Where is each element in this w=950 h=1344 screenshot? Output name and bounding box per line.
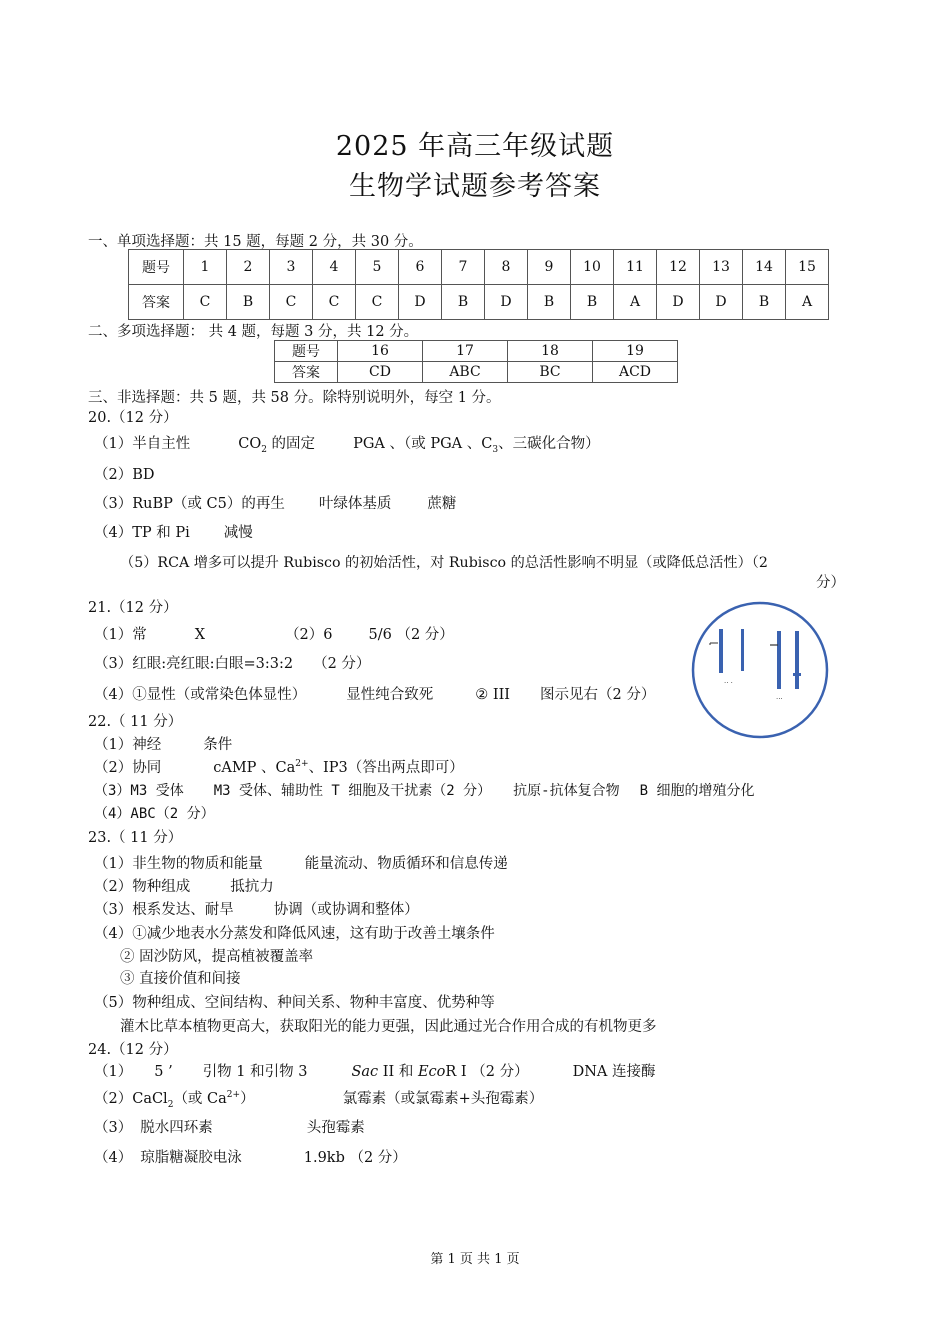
q22-3-b: M3 受体、辅助性 T 细胞及干扰素（2 分） (213, 783, 492, 799)
section1-heading: 一、单项选择题：共 15 题，每题 2 分，共 30 分。 (88, 234, 423, 250)
table-cell: 7 (442, 250, 485, 285)
q23-2-b: 抵抗力 (230, 879, 274, 895)
table-cell: 12 (657, 250, 700, 285)
q21-2-b: （2 分） (313, 656, 371, 672)
q20-line5: （5）RCA 增多可以提升 Rubisco 的初始活性，对 Rubisco 的总活性影响不明显（或降低总活性）（2 (120, 555, 768, 571)
q24-heading: 24.（12 分） (88, 1042, 178, 1058)
q23-1-b: 能量流动、物质循环和信息传递 (304, 856, 508, 872)
q22-2-a: （2）协同 (94, 760, 162, 776)
q21-1-a: （1）常 (94, 627, 147, 643)
svg-text:·· ·: ·· · (724, 679, 733, 687)
q22-heading: 22.（ 11 分） (88, 714, 183, 730)
q21-1-c: （2）6 (285, 627, 333, 643)
q24-2-a: （2）CaCl (94, 1091, 168, 1107)
q21-line3 (94, 683, 655, 704)
q24-2-a-sub: 2 (167, 1099, 174, 1110)
row-label-answer: 答案 (129, 285, 184, 320)
table-cell: B (227, 285, 270, 320)
q22-3-c: 抗原-抗体复合物 (513, 783, 620, 799)
table-cell: B (442, 285, 485, 320)
q22-line1 (94, 733, 232, 754)
table-cell: C (270, 285, 313, 320)
q20-1-b-sub: 2 (261, 444, 267, 455)
multi-choice-table (274, 340, 678, 383)
table-cell: 2 (227, 250, 270, 285)
chromosome-4-band (793, 673, 801, 676)
q24-1-f: DNA 连接酶 (572, 1064, 656, 1080)
table-cell: C (184, 285, 227, 320)
chromosome-1 (719, 629, 723, 673)
table-cell: 8 (485, 250, 528, 285)
q23-line1 (94, 852, 508, 873)
section2-heading: 二、多项选择题： 共 4 题，每题 3 分，共 12 分。 (88, 324, 419, 340)
q24-2-d: 氯霉素（或氯霉素+头孢霉素） (342, 1091, 544, 1107)
q24-1-e: R I （2 分） (445, 1064, 529, 1080)
table-cell: 18 (508, 341, 593, 362)
q22-3-d: B 细胞的增殖分化 (639, 783, 755, 799)
q21-3-d: 图示见右（2 分） (540, 687, 656, 703)
q24-1-a: （1） (94, 1064, 133, 1080)
q23-line5: ② 固沙防风，提高植被覆盖率 (120, 949, 314, 965)
table-cell: 13 (700, 250, 743, 285)
table-cell: C (313, 285, 356, 320)
chromosome-diagram (688, 600, 832, 742)
q22-line3 (94, 780, 754, 800)
q23-line6: ③ 直接价值和间接 (120, 971, 241, 987)
table-cell: 1 (184, 250, 227, 285)
table-cell: A (614, 285, 657, 320)
q24-line4 (94, 1146, 407, 1167)
gene-mark-1 (710, 643, 718, 645)
q24-4-c: 1.9kb （2 分） (303, 1150, 407, 1166)
table-cell: 17 (423, 341, 508, 362)
chromosome-2 (741, 629, 744, 671)
q20-3-a: （3）RuBP（或 C5）的再生 (94, 496, 285, 512)
q23-heading: 23.（ 11 分） (88, 830, 183, 846)
table-cell: 14 (743, 250, 786, 285)
table-cell: B (528, 285, 571, 320)
q24-line1 (94, 1060, 656, 1081)
q24-3-c: 头孢霉素 (306, 1120, 365, 1136)
row-label-question: 题号 (275, 341, 338, 362)
table-cell: CD (338, 362, 423, 383)
q24-1-d-italic: Sac (351, 1064, 379, 1080)
chromosome-4 (795, 631, 799, 689)
q21-line1 (94, 623, 454, 644)
table-cell: A (786, 285, 829, 320)
q20-4-b: 减慢 (223, 525, 253, 541)
table-cell: C (356, 285, 399, 320)
q24-4-b: 琼脂糖凝胶电泳 (140, 1150, 242, 1166)
q24-1-c: 引物 1 和引物 3 (202, 1064, 308, 1080)
q21-3-b: 显性纯合致死 (346, 687, 434, 703)
title-line-2: 生物学试题参考答案 (349, 171, 601, 202)
q22-3-a: （3）M3 受体 (94, 783, 184, 799)
q22-2-b: cAMP 、Ca (213, 760, 296, 776)
table-cell: 16 (338, 341, 423, 362)
q23-3-b: 协调（或协调和整体） (273, 902, 419, 918)
q23-line2 (94, 875, 274, 896)
q23-line3 (94, 898, 419, 919)
q24-1-b: 5 ’ (154, 1064, 173, 1080)
q23-3-a: （3）根系发达、耐旱 (94, 902, 234, 918)
table-cell: D (485, 285, 528, 320)
q21-1-b: X (194, 627, 206, 643)
q20-heading: 20.（12 分） (88, 410, 178, 426)
q22-line4: （4）ABC（2 分） (94, 806, 215, 822)
table-cell: 19 (593, 341, 678, 362)
q23-2-a: （2）物种组成 (94, 879, 191, 895)
q24-3-b: 脱水四环素 (140, 1120, 213, 1136)
q20-line5-end: 分） (816, 575, 845, 591)
q24-4-a: （4） (94, 1150, 133, 1166)
q21-line2 (94, 652, 370, 673)
q20-1-d: PGA 、（或 PGA 、C (353, 436, 493, 452)
q22-line2 (94, 756, 464, 777)
q21-1-d: 5/6 （2 分） (368, 627, 454, 643)
q20-1-d-sub: 3 (492, 444, 499, 455)
table-cell: D (657, 285, 700, 320)
q22-2-b-sup: 2+ (295, 759, 309, 770)
chromosome-3 (777, 631, 781, 689)
table-cell: 9 (528, 250, 571, 285)
q22-1-b: 条件 (203, 737, 233, 753)
q24-line2 (94, 1087, 543, 1110)
table-cell: 11 (614, 250, 657, 285)
row-label-answer: 答案 (275, 362, 338, 383)
q20-1-b: CO (238, 436, 262, 452)
q24-2-c: ） (240, 1091, 255, 1107)
q20-4-a: （4）TP 和 Pi (94, 525, 190, 541)
table-cell: B (743, 285, 786, 320)
table-cell: ACD (593, 362, 678, 383)
q24-1-e-italic: Eco (417, 1064, 446, 1080)
q24-line3 (94, 1116, 365, 1137)
table-cell: 6 (399, 250, 442, 285)
q20-3-c: 蔗糖 (427, 496, 457, 512)
table-cell: ABC (423, 362, 508, 383)
q23-1-a: （1）非生物的物质和能量 (94, 856, 263, 872)
q20-line3 (94, 492, 456, 513)
q24-3-a: （3） (94, 1120, 133, 1136)
q24-1-d: II 和 (378, 1064, 418, 1080)
q21-2-a: （3）红眼:亮红眼:白眼=3:3:2 (94, 656, 294, 672)
q24-2-b-sup: 2+ (226, 1090, 241, 1101)
page-footer: 第 1 页 共 1 页 (430, 1252, 520, 1267)
diagram-circle (693, 603, 827, 737)
q20-line2: （2）BD (94, 467, 155, 483)
row-label-question: 题号 (129, 250, 184, 285)
q22-2-c: 、IP3（答出两点即可） (308, 760, 464, 776)
q23-line8: 灌木比草本植物更高大，获取阳光的能力更强，因此通过光合作用合成的有机物更多 (120, 1019, 657, 1035)
table-cell: BC (508, 362, 593, 383)
svg-text:···: ··· (776, 695, 783, 703)
q20-line1 (94, 432, 600, 455)
table-cell: 10 (571, 250, 614, 285)
table-cell: 3 (270, 250, 313, 285)
table-cell: D (399, 285, 442, 320)
q24-2-b: （或 Ca (173, 1091, 227, 1107)
q23-line7: （5）物种组成、空间结构、种间关系、物种丰富度、优势种等 (94, 995, 495, 1011)
q22-1-a: （1）神经 (94, 737, 162, 753)
title-line-1: 2025 年高三年级试题 (335, 131, 615, 162)
q20-line4 (94, 521, 253, 542)
q20-1-a: （1）半自主性 (94, 436, 191, 452)
table-cell: B (571, 285, 614, 320)
q20-1-c: 的固定 (266, 436, 316, 452)
single-choice-table (128, 249, 829, 320)
table-cell: 15 (786, 250, 829, 285)
q20-1-e: 、三碳化合物） (498, 436, 600, 452)
q21-3-c: ② III (475, 687, 511, 703)
q21-heading: 21.（12 分） (88, 600, 178, 616)
section3-heading: 三、非选择题：共 5 题，共 58 分。除特别说明外，每空 1 分。 (88, 390, 501, 406)
q21-3-a: （4）①显性（或常染色体显性） (94, 687, 307, 703)
table-cell: 4 (313, 250, 356, 285)
q23-line4: （4）①减少地表水分蒸发和降低风速，这有助于改善土壤条件 (94, 926, 495, 942)
table-cell: D (700, 285, 743, 320)
q20-3-b: 叶绿体基质 (318, 496, 392, 512)
table-cell: 5 (356, 250, 399, 285)
